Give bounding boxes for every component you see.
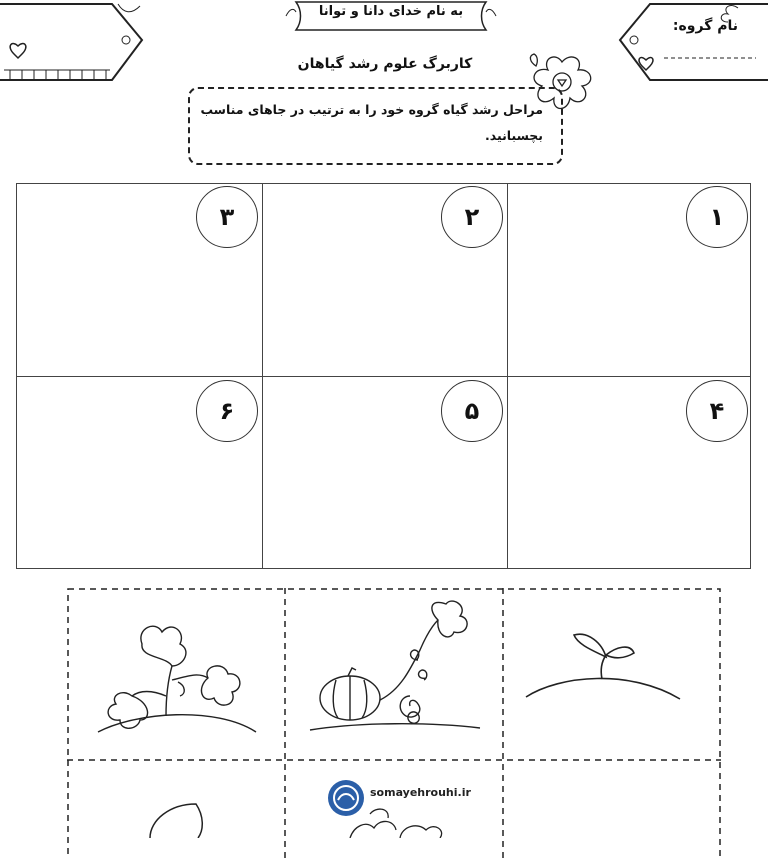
- right-tag-decoration: [610, 0, 768, 86]
- stage-number-2: ۲: [441, 186, 503, 248]
- grid-divider: [17, 376, 750, 377]
- leaf-outline-icon: [140, 800, 220, 838]
- sprout-icon: [520, 625, 690, 710]
- instructions-text: [198, 97, 543, 149]
- left-tag-decoration: [0, 0, 150, 86]
- stage-number-6: ۶: [196, 380, 258, 442]
- stage-number-1: ۱: [686, 186, 748, 248]
- stage-number-4: ۴: [686, 380, 748, 442]
- leafy-plant-icon: [96, 616, 261, 736]
- stage-grid: [16, 183, 751, 569]
- stage-number-3: ۳: [196, 186, 258, 248]
- watermark-logo-icon: [326, 778, 366, 818]
- pumpkin-vine-icon: [300, 600, 490, 740]
- group-name-label: نام گروه:: [672, 18, 738, 34]
- stage-number-5: ۵: [441, 380, 503, 442]
- watermark-text: somayehrouhi.ir: [370, 786, 471, 799]
- bismillah-text: به نام خدای دانا و توانا: [318, 4, 464, 19]
- instructions-line-2: بچسبانید.: [485, 128, 543, 143]
- instructions-line-1: مراحل رشد گیاه گروه خود را به ترتیب در جاهای مناسب: [200, 102, 543, 117]
- worksheet-title: کاربرگ علوم رشد گیاهان: [297, 56, 473, 72]
